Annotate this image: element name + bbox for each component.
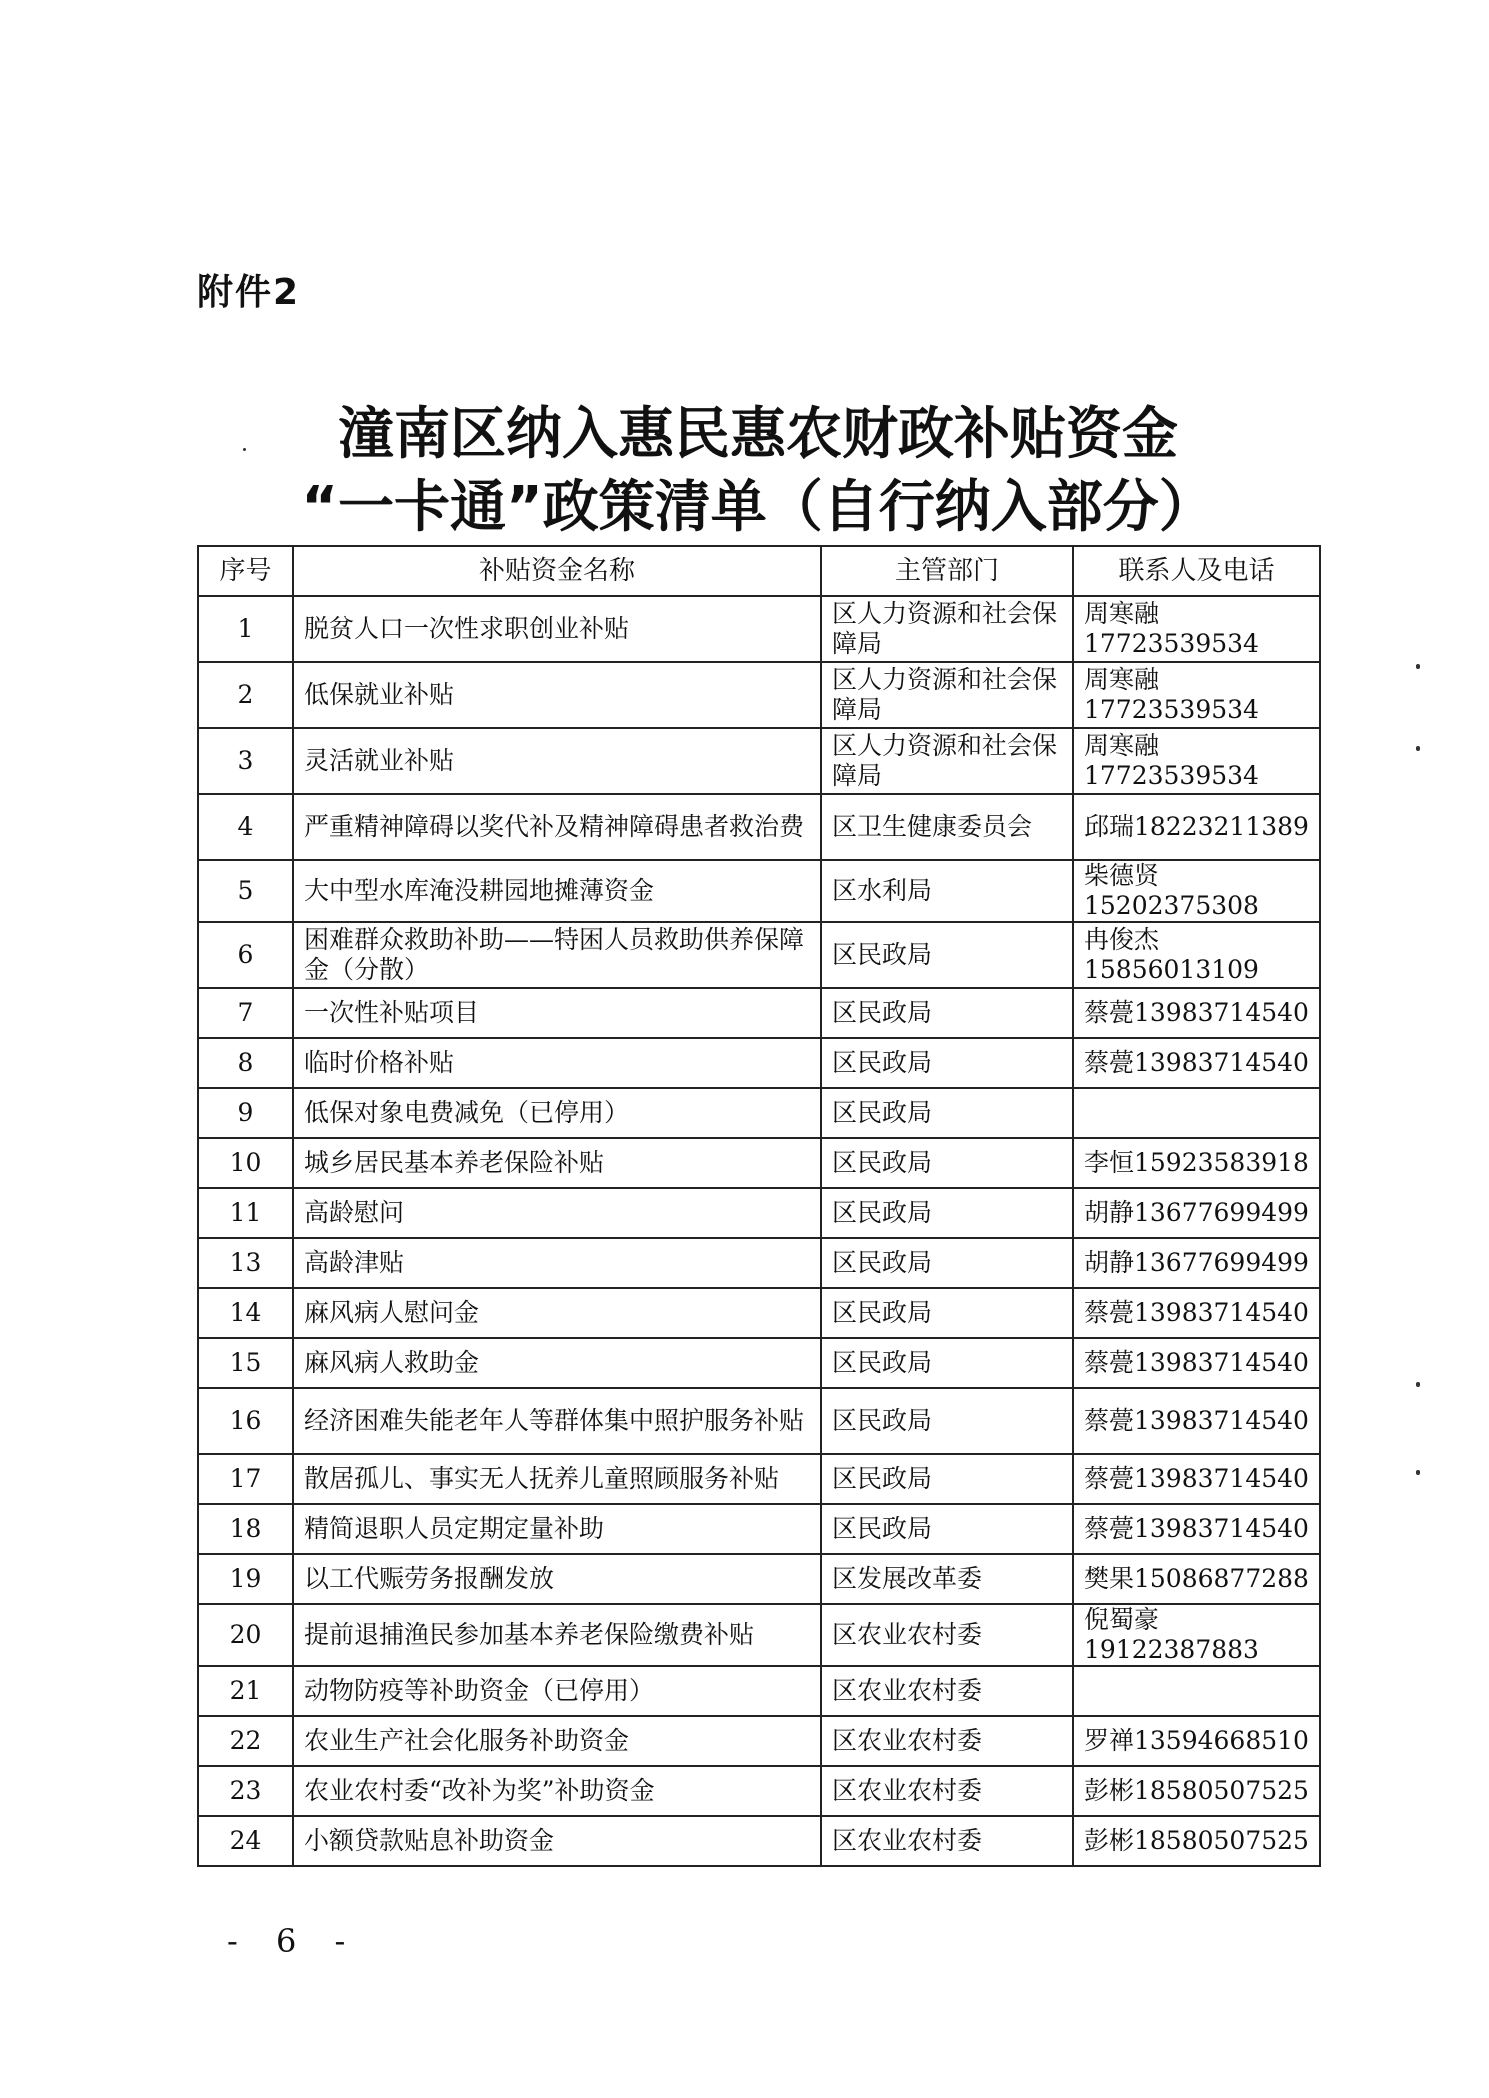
row-department: 区民政局: [821, 1454, 1073, 1504]
table-row: [198, 1088, 1320, 1138]
row-department: 区民政局: [821, 1038, 1073, 1088]
table-row: [198, 1238, 1320, 1288]
row-department: 区农业农村委: [821, 1604, 1073, 1666]
row-department: 区民政局: [821, 1338, 1073, 1388]
row-contact: 周寒融17723539534: [1073, 728, 1320, 794]
row-seq: 14: [198, 1288, 293, 1338]
row-department: 区人力资源和社会保障局: [821, 728, 1073, 794]
row-department: 区民政局: [821, 1088, 1073, 1138]
row-contact: 蔡甍13983714540: [1073, 988, 1320, 1038]
table-row: [198, 662, 1320, 728]
row-department: 区农业农村委: [821, 1716, 1073, 1766]
row-contact: 蔡甍13983714540: [1073, 1388, 1320, 1454]
row-seq: 13: [198, 1238, 293, 1288]
row-subsidy-name: 提前退捕渔民参加基本养老保险缴费补贴: [293, 1604, 821, 1666]
row-department: 区卫生健康委员会: [821, 794, 1073, 860]
table-row: [198, 1038, 1320, 1088]
row-department: 区民政局: [821, 922, 1073, 988]
row-contact: 倪蜀豪19122387883: [1073, 1604, 1320, 1666]
row-seq: 3: [198, 728, 293, 794]
row-subsidy-name: 农业农村委“改补为奖”补助资金: [293, 1766, 821, 1816]
row-seq: 19: [198, 1554, 293, 1604]
row-contact: 胡静13677699499: [1073, 1238, 1320, 1288]
table-row: [198, 794, 1320, 860]
table-row: [198, 860, 1320, 922]
row-subsidy-name: 麻风病人慰问金: [293, 1288, 821, 1338]
scan-speck: [1416, 1470, 1420, 1475]
row-department: 区水利局: [821, 860, 1073, 922]
page-number: - 6 -: [227, 1922, 360, 1960]
row-subsidy-name: 脱贫人口一次性求职创业补贴: [293, 596, 821, 662]
row-subsidy-name: 动物防疫等补助资金（已停用）: [293, 1666, 821, 1716]
row-seq: 6: [198, 922, 293, 988]
table-row: [198, 922, 1320, 988]
table-row: [198, 1388, 1320, 1454]
table-row: [198, 1666, 1320, 1716]
row-seq: 10: [198, 1138, 293, 1188]
row-seq: 8: [198, 1038, 293, 1088]
table-row: [198, 1288, 1320, 1338]
row-contact: [1073, 1088, 1320, 1138]
row-contact: 蔡甍13983714540: [1073, 1338, 1320, 1388]
row-contact: 周寒融17723539534: [1073, 662, 1320, 728]
row-department: 区民政局: [821, 1388, 1073, 1454]
table-row: [198, 1766, 1320, 1816]
row-department: 区人力资源和社会保障局: [821, 596, 1073, 662]
row-subsidy-name: 困难群众救助补助——特困人员救助供养保障金（分散）: [293, 922, 821, 988]
row-contact: 邱瑞18223211389: [1073, 794, 1320, 860]
row-subsidy-name: 低保对象电费减免（已停用）: [293, 1088, 821, 1138]
scan-speck: [1416, 664, 1420, 669]
policy-table: [197, 545, 1321, 1867]
table-row: [198, 1188, 1320, 1238]
row-seq: 20: [198, 1604, 293, 1666]
row-seq: 7: [198, 988, 293, 1038]
row-contact: 樊果15086877288: [1073, 1554, 1320, 1604]
row-contact: 周寒融17723539534: [1073, 596, 1320, 662]
table-row: [198, 1454, 1320, 1504]
table-row: [198, 1604, 1320, 1666]
row-subsidy-name: 小额贷款贴息补助资金: [293, 1816, 821, 1866]
table-row: [198, 728, 1320, 794]
row-contact: 彭彬18580507525: [1073, 1816, 1320, 1866]
document-title-line-2: “一卡通”政策清单（自行纳入部分）: [301, 475, 1215, 540]
table-row: [198, 1504, 1320, 1554]
table-row: [198, 1716, 1320, 1766]
row-contact: 彭彬18580507525: [1073, 1766, 1320, 1816]
table-row: [198, 1338, 1320, 1388]
row-contact: 蔡甍13983714540: [1073, 1454, 1320, 1504]
row-seq: 22: [198, 1716, 293, 1766]
row-seq: 24: [198, 1816, 293, 1866]
row-subsidy-name: 低保就业补贴: [293, 662, 821, 728]
row-seq: 1: [198, 596, 293, 662]
scan-speck: [1416, 746, 1420, 751]
row-contact: 柴德贤15202375308: [1073, 860, 1320, 922]
row-contact: 蔡甍13983714540: [1073, 1504, 1320, 1554]
document-title-line-1: 潼南区纳入惠民惠农财政补贴资金: [338, 402, 1178, 467]
row-seq: 4: [198, 794, 293, 860]
row-department: 区农业农村委: [821, 1766, 1073, 1816]
row-seq: 9: [198, 1088, 293, 1138]
row-seq: 16: [198, 1388, 293, 1454]
row-department: 区民政局: [821, 1288, 1073, 1338]
row-subsidy-name: 大中型水库淹没耕园地摊薄资金: [293, 860, 821, 922]
row-seq: 23: [198, 1766, 293, 1816]
row-seq: 15: [198, 1338, 293, 1388]
row-subsidy-name: 农业生产社会化服务补助资金: [293, 1716, 821, 1766]
row-contact: [1073, 1666, 1320, 1716]
scan-speck: [243, 448, 246, 451]
table-row: [198, 1138, 1320, 1188]
row-department: 区民政局: [821, 1138, 1073, 1188]
row-department: 区民政局: [821, 1188, 1073, 1238]
row-contact: 罗禅13594668510: [1073, 1716, 1320, 1766]
row-subsidy-name: 临时价格补贴: [293, 1038, 821, 1088]
row-department: 区农业农村委: [821, 1816, 1073, 1866]
table-row: [198, 1554, 1320, 1604]
row-seq: 17: [198, 1454, 293, 1504]
row-subsidy-name: 一次性补贴项目: [293, 988, 821, 1038]
header-subsidy-name: 补贴资金名称: [293, 546, 821, 596]
row-seq: 18: [198, 1504, 293, 1554]
row-seq: 5: [198, 860, 293, 922]
row-subsidy-name: 灵活就业补贴: [293, 728, 821, 794]
table-row: [198, 1816, 1320, 1866]
table-row: [198, 988, 1320, 1038]
row-subsidy-name: 高龄慰问: [293, 1188, 821, 1238]
row-seq: 21: [198, 1666, 293, 1716]
row-subsidy-name: 城乡居民基本养老保险补贴: [293, 1138, 821, 1188]
row-contact: 冉俊杰15856013109: [1073, 922, 1320, 988]
row-department: 区人力资源和社会保障局: [821, 662, 1073, 728]
row-department: 区民政局: [821, 1238, 1073, 1288]
row-contact: 李恒15923583918: [1073, 1138, 1320, 1188]
row-seq: 2: [198, 662, 293, 728]
row-contact: 蔡甍13983714540: [1073, 1288, 1320, 1338]
table-row: [198, 596, 1320, 662]
scan-speck: [1416, 1382, 1420, 1387]
row-subsidy-name: 散居孤儿、事实无人抚养儿童照顾服务补贴: [293, 1454, 821, 1504]
header-contact: 联系人及电话: [1073, 546, 1320, 596]
row-seq: 11: [198, 1188, 293, 1238]
row-subsidy-name: 以工代赈劳务报酬发放: [293, 1554, 821, 1604]
row-subsidy-name: 高龄津贴: [293, 1238, 821, 1288]
row-department: 区民政局: [821, 1504, 1073, 1554]
row-contact: 蔡甍13983714540: [1073, 1038, 1320, 1088]
header-department: 主管部门: [821, 546, 1073, 596]
row-subsidy-name: 严重精神障碍以奖代补及精神障碍患者救治费: [293, 794, 821, 860]
row-subsidy-name: 麻风病人救助金: [293, 1338, 821, 1388]
row-department: 区发展改革委: [821, 1554, 1073, 1604]
table-header-row: [198, 546, 1320, 596]
attachment-label: 附件2: [197, 272, 301, 313]
row-subsidy-name: 经济困难失能老年人等群体集中照护服务补贴: [293, 1388, 821, 1454]
header-seq: 序号: [198, 546, 293, 596]
row-contact: 胡静13677699499: [1073, 1188, 1320, 1238]
row-department: 区民政局: [821, 988, 1073, 1038]
row-department: 区农业农村委: [821, 1666, 1073, 1716]
row-subsidy-name: 精简退职人员定期定量补助: [293, 1504, 821, 1554]
